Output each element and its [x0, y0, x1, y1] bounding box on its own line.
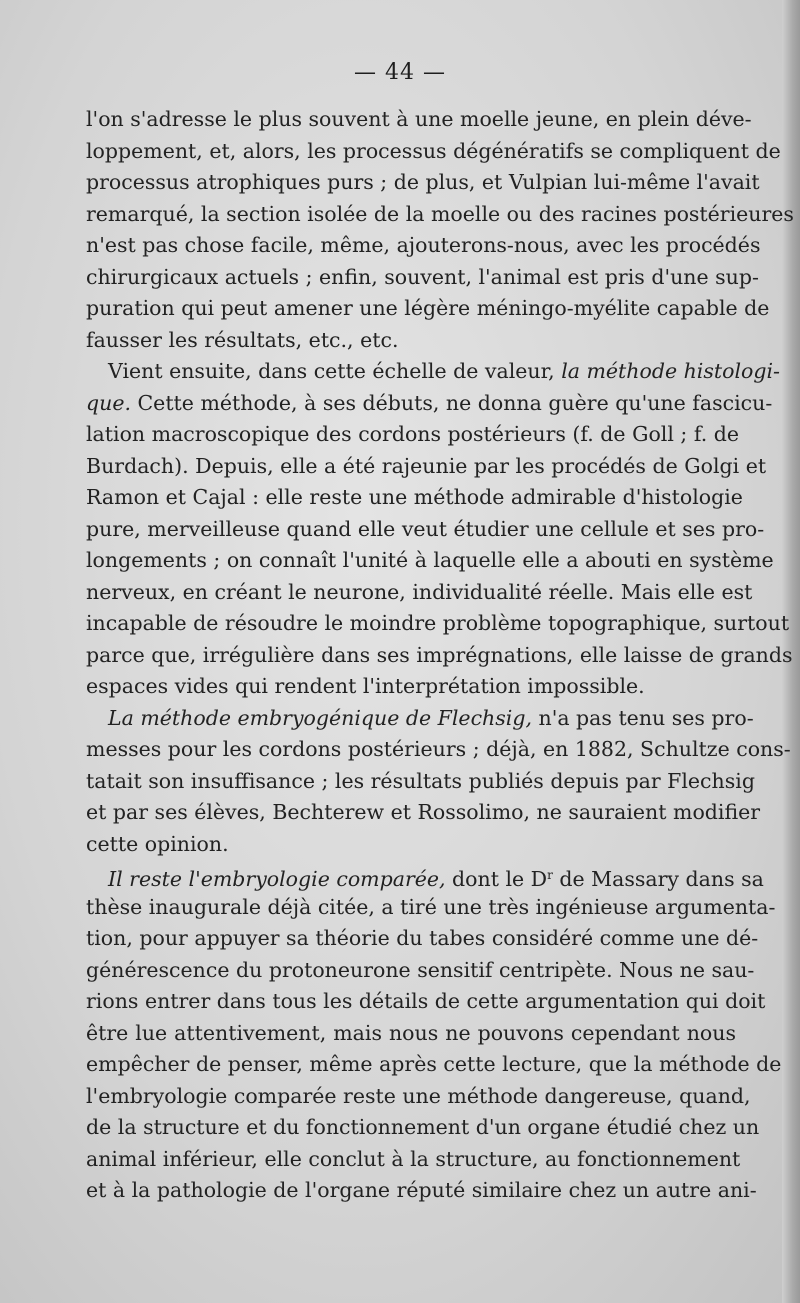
italic-text: la méthode histologi-: [561, 359, 780, 383]
text-segment: de la structure et du fonctionnement d'un organe étudié chez un: [86, 1115, 760, 1139]
text-segment: Vient ensuite, dans cette échelle de valeur,: [108, 359, 562, 383]
text-line: [86, 293, 770, 325]
text-line: [86, 514, 765, 546]
text-segment: Ramon et Cajal : elle reste une méthode admirable d'histologie: [86, 485, 743, 509]
text-segment: Burdach). Depuis, elle a été rajeunie par les procédés de Golgi et: [86, 453, 767, 478]
superscript-text: r: [547, 868, 553, 882]
text-line: [86, 955, 755, 987]
text-line: [86, 262, 759, 294]
text-segment: fausser les résultats, etc., etc.: [86, 327, 399, 352]
text-line: [86, 482, 743, 514]
text-segment: longements ; on connaît l'unité à laquelle elle a abouti en système: [86, 548, 774, 572]
italic-text: Il reste l'embryologie comparée,: [108, 867, 446, 891]
text-line: [86, 419, 739, 451]
text-segment: l'on s'adresse le plus souvent à une moelle jeune, en plein déve-: [86, 107, 752, 131]
text-line: [86, 1144, 741, 1176]
text-segment: pure, merveilleuse quand elle veut étudier une cellule et ses pro-: [86, 516, 765, 541]
text-line: [86, 325, 736, 357]
text-line: [86, 671, 736, 703]
text-line: [86, 797, 761, 829]
text-line: [86, 640, 793, 672]
text-line: [86, 356, 780, 388]
text-segment: espaces vides qui rendent l'interprétation impossible.: [86, 674, 645, 698]
text-segment: n'a pas tenu ses pro-: [531, 705, 754, 730]
text-segment: chirurgicaux actuels ; enfin, souvent, l'animal est pris d'une sup-: [86, 264, 759, 289]
text-line: [86, 199, 794, 231]
text-segment: animal inférieur, elle conclut à la structure, au fonctionnement: [86, 1146, 741, 1171]
text-line: [86, 1049, 782, 1081]
text-segment: et par ses élèves, Bechterew et Rossolimo, ne sauraient modifier: [86, 800, 761, 824]
text-line: [86, 703, 754, 735]
text-segment: incapable de résoudre le moindre problème topographique, surtout: [86, 611, 790, 635]
text-line: [86, 986, 766, 1018]
text-segment: messes pour les cordons postérieurs ; déjà, en 1882, Schultze cons-: [86, 737, 791, 761]
text-segment: thèse inaugurale déjà citée, a tiré une très ingénieuse argumenta-: [86, 894, 776, 919]
text-segment: cette opinion.: [86, 831, 229, 856]
text-line: [86, 545, 774, 577]
text-segment: générescence du protoneurone sensitif centripète. Nous ne sau-: [86, 957, 755, 982]
text-line: [86, 167, 760, 199]
text-segment: Cette méthode, à ses débuts, ne donna guère qu'une fascicu-: [130, 390, 773, 415]
text-line: [86, 388, 773, 420]
text-line: [86, 892, 776, 924]
text-segment: tatait son insuffisance ; les résultats publiés depuis par Flechsig: [86, 768, 755, 793]
text-segment: parce que, irrégulière dans ses imprégnations, elle laisse de grands: [86, 642, 793, 667]
text-line: [86, 577, 753, 609]
text-line: [86, 923, 759, 955]
text-line: [86, 860, 764, 892]
text-line: [86, 766, 755, 798]
text-line: [86, 1081, 751, 1113]
text-segment: puration qui peut amener une légère méningo-myélite capable de: [86, 296, 770, 320]
text-segment: rions entrer dans tous les détails de cette argumentation qui doit: [86, 989, 766, 1013]
text-segment: tion, pour appuyer sa théorie du tabes considéré comme une dé-: [86, 926, 759, 950]
text-segment: et à la pathologie de l'organe réputé similaire chez un autre ani-: [86, 1178, 757, 1202]
text-segment: processus atrophiques purs ; de plus, et Vulpian lui-même l'avait: [86, 170, 760, 194]
text-segment: l'embryologie comparée reste une méthode dangereuse, quand,: [86, 1083, 751, 1108]
text-line: [86, 1018, 736, 1050]
italic-text: que.: [86, 390, 131, 415]
text-segment: n'est pas chose facile, même, ajouterons-nous, avec les procédés: [86, 233, 761, 257]
text-segment: lation macroscopique des cordons postérieurs (f. de Goll ; f. de: [86, 422, 739, 446]
text-line: [86, 104, 752, 136]
text-line: [86, 230, 761, 262]
text-segment: empêcher de penser, même après cette lecture, que la méthode de: [86, 1052, 782, 1076]
text-line: [86, 1112, 760, 1144]
text-segment: de Massary dans sa: [552, 867, 764, 891]
text-segment: être lue attentivement, mais nous ne pouvons cependant nous: [86, 1020, 736, 1045]
text-segment: loppement, et, alors, les processus dégénératifs se compliquent de: [86, 138, 781, 163]
text-segment: remarqué, la section isolée de la moelle ou des racines postérieures: [86, 201, 794, 226]
italic-text: La méthode embryogénique de Flechsig,: [108, 705, 532, 730]
text-line: [86, 829, 736, 861]
text-segment: nerveux, en créant le neurone, individualité réelle. Mais elle est: [86, 579, 753, 604]
text-line: [86, 451, 767, 483]
text-line: [86, 136, 781, 168]
text-line: [86, 734, 791, 766]
text-line: [86, 608, 790, 640]
body-text: [86, 104, 794, 1207]
page-number: — 44 —: [354, 60, 446, 85]
text-line: [86, 1175, 757, 1207]
text-segment: dont le D: [445, 867, 548, 891]
